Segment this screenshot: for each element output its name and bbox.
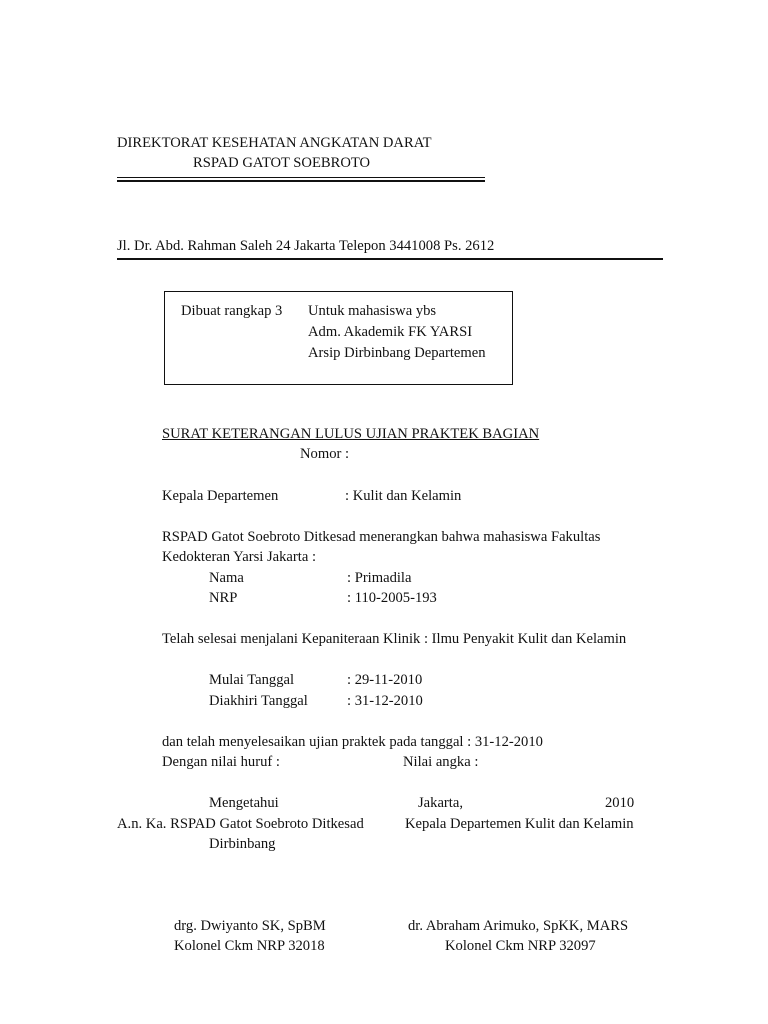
document-number: Nomor : bbox=[300, 446, 350, 462]
header-rule-top bbox=[117, 177, 485, 178]
left-signatory-title: A.n. Ka. RSPAD Gatot Soebroto Ditkesad bbox=[117, 816, 364, 832]
header-address: Jl. Dr. Abd. Rahman Saleh 24 Jakarta Telepon 3441008 Ps. 2612 bbox=[117, 238, 495, 254]
nrp-value: : 110-2005-193 bbox=[347, 590, 437, 606]
document-title: SURAT KETERANGAN LULUS UJIAN PRAKTEK BAGIAN bbox=[162, 426, 540, 442]
copies-recipient: Arsip Dirbinbang Departemen bbox=[308, 345, 486, 361]
signing-year: 2010 bbox=[605, 795, 635, 811]
right-signatory-title: Kepala Departemen Kulit dan Kelamin bbox=[405, 816, 634, 832]
grade-letter-label: Dengan nilai huruf : bbox=[162, 754, 280, 770]
copies-recipient: Adm. Akademik FK YARSI bbox=[308, 324, 473, 340]
start-date-value: : 29-11-2010 bbox=[347, 672, 423, 688]
header-directorate: DIREKTORAT KESEHATAN ANGKATAN DARAT bbox=[117, 135, 432, 151]
signing-place: Jakarta, bbox=[418, 795, 463, 811]
left-signatory-rank: Kolonel Ckm NRP 32018 bbox=[174, 938, 325, 954]
intro-line-2: Kedokteran Yarsi Jakarta : bbox=[162, 549, 317, 565]
left-signatory-name: drg. Dwiyanto SK, SpBM bbox=[174, 918, 326, 934]
right-signatory-name: dr. Abraham Arimuko, SpKK, MARS bbox=[408, 918, 629, 934]
grade-number-label: Nilai angka : bbox=[403, 754, 479, 770]
left-signatory-unit: Dirbinbang bbox=[209, 836, 276, 852]
right-signatory-rank: Kolonel Ckm NRP 32097 bbox=[445, 938, 596, 954]
department-label: Kepala Departemen bbox=[162, 488, 279, 504]
name-label: Nama bbox=[209, 570, 244, 586]
end-date-label: Diakhiri Tanggal bbox=[209, 693, 308, 709]
exam-statement: dan telah menyelesaikan ujian praktek pada tanggal : 31-12-2010 bbox=[162, 734, 543, 750]
start-date-label: Mulai Tanggal bbox=[209, 672, 295, 688]
header-rule-bottom bbox=[117, 180, 485, 182]
name-value: : Primadila bbox=[347, 570, 412, 586]
address-rule bbox=[117, 258, 663, 260]
acknowledged-label: Mengetahui bbox=[209, 795, 279, 811]
end-date-value: : 31-12-2010 bbox=[347, 693, 423, 709]
nrp-label: NRP bbox=[209, 590, 238, 606]
clerkship-statement: Telah selesai menjalani Kepaniteraan Klinik : Ilmu Penyakit Kulit dan Kelamin bbox=[162, 631, 627, 647]
copies-label: Dibuat rangkap 3 bbox=[181, 303, 283, 319]
header-hospital: RSPAD GATOT SOEBROTO bbox=[193, 155, 371, 171]
department-value: : Kulit dan Kelamin bbox=[345, 488, 462, 504]
intro-line-1: RSPAD Gatot Soebroto Ditkesad menerangkan bahwa mahasiswa Fakultas bbox=[162, 529, 601, 545]
copies-recipient: Untuk mahasiswa ybs bbox=[308, 303, 437, 319]
